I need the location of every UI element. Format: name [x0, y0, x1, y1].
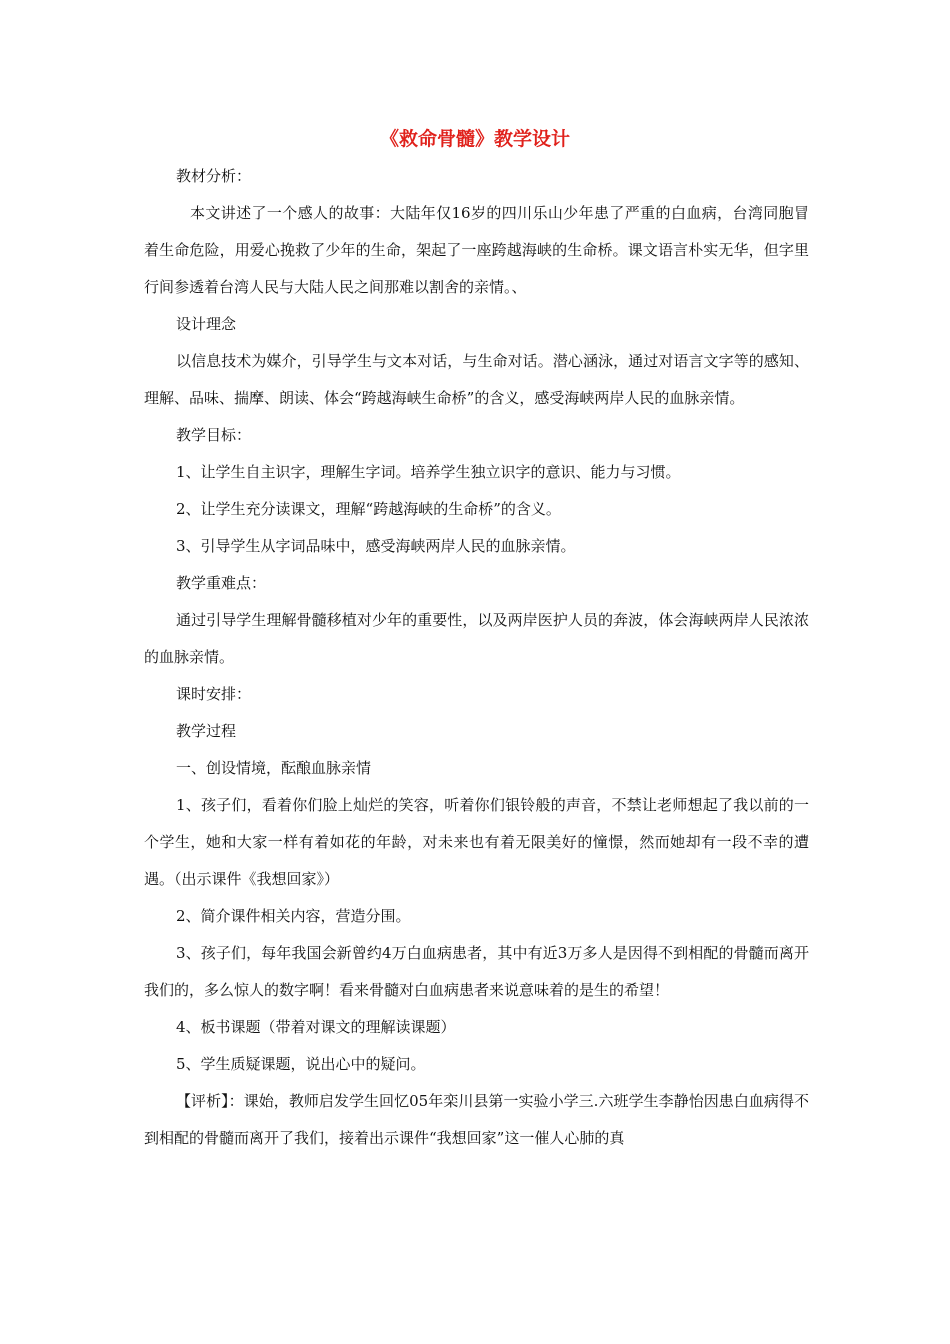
paragraph: 3、引导学生从字词品味中，感受海峡两岸人民的血脉亲情。 — [176, 537, 576, 555]
document-title: 《救命骨髓》教学设计 — [379, 128, 570, 150]
paragraph: 一、创设情境，酝酿血脉亲情 — [176, 759, 372, 777]
paragraph: 4、板书课题（带着对课文的理解读课题） — [176, 1018, 456, 1036]
paragraph: 教学过程 — [176, 722, 237, 740]
paragraph: 设计理念 — [176, 315, 237, 333]
paragraph: 本文讲述了一个感人的故事：大陆年仅16岁的四川乐山少年患了严重的白血病，台湾同胞冒着生命危险，用爱心挽救了少年的生命，架起了一座跨越海峡的生命桥。课文语言朴实无华，但字里行间参透着台湾人民与大陆人民之间那难以割舍的亲情。、 — [144, 204, 809, 296]
paragraph: 教材分析： — [176, 167, 252, 185]
paragraph: 2、让学生充分读课文，理解“跨越海峡的生命桥”的含义。 — [176, 500, 561, 518]
paragraph: 2、简介课件相关内容，营造分围。 — [176, 907, 411, 925]
paragraph: 教学重难点： — [176, 574, 267, 592]
paragraph: 5、学生质疑课题，说出心中的疑问。 — [176, 1055, 426, 1073]
paragraph: 以信息技术为媒介，引导学生与文本对话，与生命对话。潜心涵泳，通过对语言文字等的感知、理解、品味、揣摩、朗读、体会“跨越海峡生命桥”的含义，感受海峡两岸人民的血脉亲情。 — [144, 352, 809, 407]
paragraph: 教学目标： — [176, 426, 252, 444]
paragraph: 1、孩子们，看着你们脸上灿烂的笑容，听着你们银铃般的声音，不禁让老师想起了我以前的一个学生，她和大家一样有着如花的年龄，对未来也有着无限美好的憧憬，然而她却有一段不幸的遭遇。（出示课件《我想回家》） — [144, 796, 809, 888]
paragraph: 1、让学生自主识字，理解生字词。培养学生独立识字的意识、能力与习惯。 — [176, 463, 681, 481]
paragraph: 【评析】：课始，教师启发学生回忆05年栾川县第一实验小学三.六班学生李静怡因患白血病得不到相配的骨髓而离开了我们，接着出示课件“我想回家”这一催人心肺的真 — [144, 1092, 809, 1147]
paragraph: 3、孩子们，每年我国会新曾约4万白血病患者，其中有近3万多人是因得不到相配的骨髓而离开我们的，多么惊人的数字啊！看来骨髓对白血病患者来说意味着的是生的希望！ — [144, 944, 809, 999]
document-body — [144, 158, 809, 1157]
paragraph: 课时安排： — [176, 685, 252, 703]
paragraph: 通过引导学生理解骨髓移植对少年的重要性，以及两岸医护人员的奔波，体会海峡两岸人民浓浓的血脉亲情。 — [144, 611, 809, 666]
